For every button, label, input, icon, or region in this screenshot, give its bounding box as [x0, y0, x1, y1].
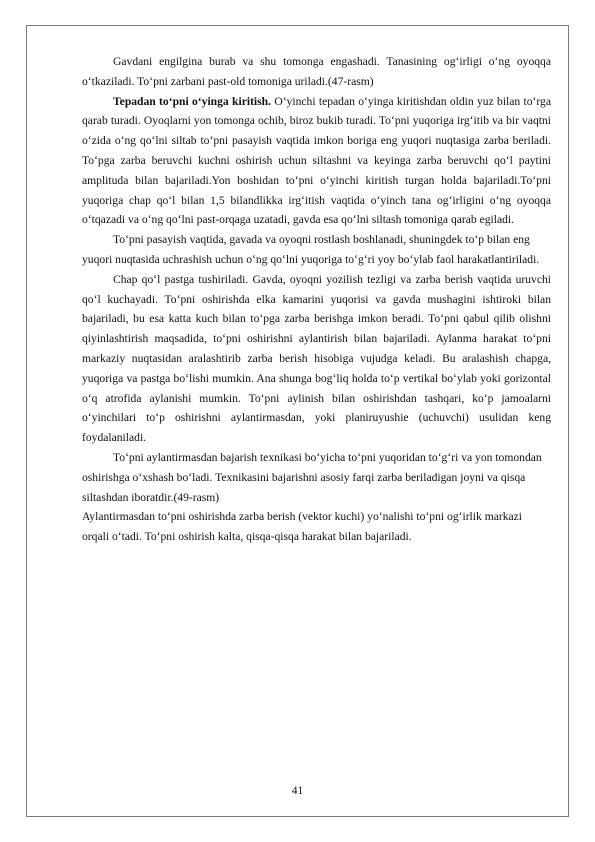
paragraph-neck-turn: Gavdani engilgina burab va shu tomonga engashadi. Tanasining og‘irligi o‘ng oyoqqa o‘tkaziladi. To‘pni zarbani past-old tomoniga uriladi.(47-rasm): [82, 55, 551, 88]
paragraph-float-technique: To‘pni aylantirmasdan bajarish texnikasi bo‘yicha to‘pni yuqoridan to‘g‘ri va yon tomondan oshirishga o‘xshash bo‘ladi. Texnikasini bajarishni asosiy farqi zarba beriladigan joyni va qisqa siltashdan iboratdir.(49-rasm): [82, 450, 542, 504]
section-heading-overhead-serve: Tepadan to‘pni o‘yinga kiritish.: [113, 94, 272, 108]
paragraph-spin-serve: Chap qo‘l pastga tushiriladi. Gavda, oyoqni yozilish tezligi va zarba berish vaqtida uruvchi qo‘l kuchayadi. To‘pni oshirishda elka kamarini yuqorisi va gavda mushagini ishtiroki bilan bajariladi, bu esa katta kuch bilan to‘pga zarba berishga imkon beradi. To‘pni qabul qilib olishni qiyinlashtirish maqsadida, to‘pni oshirishni aylantirish bilan bajariladi. Aylanma harakat to‘pni markaziy nuqtasidan aralashtirib zarba berish hisobiga vujudga keladi. Bu aralashish chapga, yuqoriga va pastga bo‘lishi mumkin. Ana shunga bog‘liq holda to‘p vertikal bo‘ylab yoki gorizontal o‘q atrofida aylanishi mumkin. To‘pni aylinish bilan oshirishdan tashqari, ko‘p jamoalarni o‘yinchilari to‘p oshirishni aylantirmasdan, yoki planiruyushie (uchuvchi) usulidan keng foydalaniladi.: [82, 272, 551, 445]
paragraph-overhead-serve-text: O‘yinchi tepadan o‘yinga kiritishdan oldin yuz bilan to‘rga qarab turadi. Oyoqlarni yon tomonga ochib, biroz bukib turadi. To‘pni yuqoriga irg‘itib va bir vaqtni o‘zida o‘ng qo‘lni siltab to‘pni pasayish vaqtida imkon boriga eng yuqori nuqtasiga zarba beriladi. To‘pga zarba beruvchi kuchni oshirish uchun siltashni va keyinga zarba beruvchi qo‘l paytini amplituda bilan bajariladi.Yon boshidan to‘pni o‘yinchi kiritish turgan holda bajariladi.To‘pni yuqoriga chap qo‘l bilan 1,5 bilandlikka irg‘itish vaqtida o‘yinch tana og‘irligini o‘ng oyoqqa o‘tqazadi va o‘ng qo‘lni past-orqaga uzatadi, gavda esa qo‘lni siltash tomoniga qarab egiladi.: [82, 94, 551, 227]
paragraph-ball-descent: To‘pni pasayish vaqtida, gavada va oyoqni rostlash boshlanadi, shuningdek to‘p bilan eng yuqori nuqtasida uchrashish uchun o‘ng qo‘lni yuqoriga to‘g‘ri yoy bo‘ylab faol harakatlantiriladi.: [82, 233, 540, 266]
paragraph-overhead-serve: [82, 92, 551, 231]
paragraph-float-force: Aylantirmasdan to‘pni oshirishda zarba berish (vektor kuchi) yo‘nalishi to‘pni og‘irlik markazi orqali o‘tadi. To‘pni oshirish kalta, qisqa-qisqa harakat bilan bajariladi.: [82, 510, 523, 544]
page-number: 41: [291, 784, 304, 797]
document-body: [82, 52, 551, 547]
